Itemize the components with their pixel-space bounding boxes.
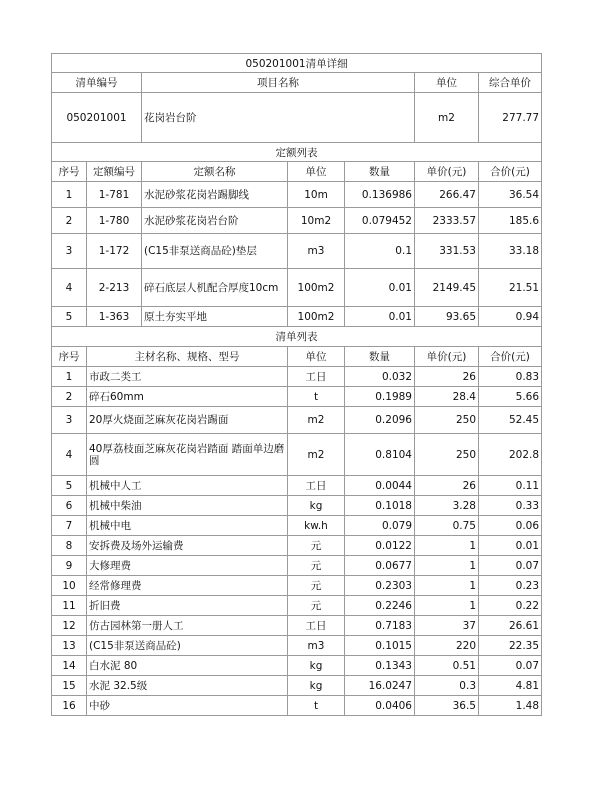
material-name: 20厚火烧面芝麻灰花岗岩踢面 xyxy=(87,407,288,434)
quota-unit-price: 93.65 xyxy=(415,307,479,327)
quota-total: 21.51 xyxy=(479,269,542,307)
quota-section-row xyxy=(52,143,542,162)
quota-qty: 0.079452 xyxy=(345,208,415,234)
materials-header-row xyxy=(52,347,542,367)
material-unit: 元 xyxy=(288,556,345,576)
material-name: 40厚荔枝面芝麻灰花岗岩踏面 踏面单边磨圆 xyxy=(87,434,288,476)
material-name: 市政二类工 xyxy=(87,367,288,387)
material-unit-price: 1 xyxy=(415,576,479,596)
material-index: 8 xyxy=(52,536,87,556)
material-name: 折旧费 xyxy=(87,596,288,616)
material-unit: t xyxy=(288,387,345,407)
material-total: 0.11 xyxy=(479,476,542,496)
material-row xyxy=(52,636,542,656)
quota-unit: 100m2 xyxy=(288,307,345,327)
quota-header-qty: 数量 xyxy=(345,162,415,182)
material-row xyxy=(52,656,542,676)
header-price: 综合单价 xyxy=(479,73,542,93)
material-row xyxy=(52,676,542,696)
quota-row xyxy=(52,182,542,208)
material-name: 碎石60mm xyxy=(87,387,288,407)
quota-code: 1-781 xyxy=(87,182,142,208)
quota-index: 2 xyxy=(52,208,87,234)
material-total: 1.48 xyxy=(479,696,542,716)
material-total: 0.01 xyxy=(479,536,542,556)
item-code: 050201001 xyxy=(52,93,142,143)
material-total: 52.45 xyxy=(479,407,542,434)
quota-name: (C15非泵送商品砼)垫层 xyxy=(142,234,288,269)
material-row xyxy=(52,556,542,576)
quota-header-unit: 单位 xyxy=(288,162,345,182)
material-row xyxy=(52,616,542,636)
material-name: 机械中电 xyxy=(87,516,288,536)
material-unit: 工日 xyxy=(288,476,345,496)
material-qty: 0.0677 xyxy=(345,556,415,576)
quota-unit-price: 2333.57 xyxy=(415,208,479,234)
quota-index: 3 xyxy=(52,234,87,269)
material-index: 2 xyxy=(52,387,87,407)
quota-total: 0.94 xyxy=(479,307,542,327)
material-unit-price: 36.5 xyxy=(415,696,479,716)
material-qty: 0.2246 xyxy=(345,596,415,616)
material-total: 4.81 xyxy=(479,676,542,696)
materials-rows xyxy=(52,367,542,716)
material-index: 5 xyxy=(52,476,87,496)
material-qty: 0.1015 xyxy=(345,636,415,656)
quota-qty: 0.136986 xyxy=(345,182,415,208)
material-total: 0.07 xyxy=(479,656,542,676)
material-total: 0.06 xyxy=(479,516,542,536)
quota-row xyxy=(52,307,542,327)
material-unit: kg xyxy=(288,656,345,676)
material-index: 12 xyxy=(52,616,87,636)
quota-header-unit-price: 单价(元) xyxy=(415,162,479,182)
material-name: 大修理费 xyxy=(87,556,288,576)
material-total: 26.61 xyxy=(479,616,542,636)
item-row xyxy=(52,93,542,143)
material-unit: 元 xyxy=(288,596,345,616)
sheet-title: 050201001清单详细 xyxy=(52,54,542,73)
material-row xyxy=(52,596,542,616)
quota-row xyxy=(52,234,542,269)
quota-code: 1-172 xyxy=(87,234,142,269)
quota-index: 4 xyxy=(52,269,87,307)
quota-unit-price: 266.47 xyxy=(415,182,479,208)
material-unit-price: 28.4 xyxy=(415,387,479,407)
quota-name: 碎石底层人机配合厚度10cm xyxy=(142,269,288,307)
quota-total: 36.54 xyxy=(479,182,542,208)
material-index: 16 xyxy=(52,696,87,716)
material-unit-price: 0.51 xyxy=(415,656,479,676)
material-unit: m2 xyxy=(288,407,345,434)
quota-name: 水泥砂浆花岗岩踢脚线 xyxy=(142,182,288,208)
material-unit-price: 1 xyxy=(415,536,479,556)
material-qty: 0.8104 xyxy=(345,434,415,476)
material-name: 安拆费及场外运输费 xyxy=(87,536,288,556)
material-name: 水泥 32.5级 xyxy=(87,676,288,696)
material-total: 0.07 xyxy=(479,556,542,576)
header-name: 项目名称 xyxy=(142,73,415,93)
item-name: 花岗岩台阶 xyxy=(142,93,415,143)
quota-total: 33.18 xyxy=(479,234,542,269)
material-qty: 0.032 xyxy=(345,367,415,387)
quota-total: 185.6 xyxy=(479,208,542,234)
quota-name: 水泥砂浆花岗岩台阶 xyxy=(142,208,288,234)
material-qty: 0.1018 xyxy=(345,496,415,516)
material-index: 11 xyxy=(52,596,87,616)
title-row xyxy=(52,54,542,73)
quota-row xyxy=(52,208,542,234)
quota-unit: 10m xyxy=(288,182,345,208)
material-unit: m2 xyxy=(288,434,345,476)
quota-code: 2-213 xyxy=(87,269,142,307)
material-unit-price: 250 xyxy=(415,434,479,476)
material-row xyxy=(52,387,542,407)
materials-section-title: 清单列表 xyxy=(52,327,542,347)
material-index: 10 xyxy=(52,576,87,596)
quota-header-total: 合价(元) xyxy=(479,162,542,182)
material-unit-price: 26 xyxy=(415,367,479,387)
material-qty: 0.2096 xyxy=(345,407,415,434)
material-row xyxy=(52,496,542,516)
material-row xyxy=(52,476,542,496)
material-index: 1 xyxy=(52,367,87,387)
material-unit: 工日 xyxy=(288,616,345,636)
quota-header-code: 定额编号 xyxy=(87,162,142,182)
material-total: 202.8 xyxy=(479,434,542,476)
material-index: 7 xyxy=(52,516,87,536)
material-total: 0.23 xyxy=(479,576,542,596)
materials-header-qty: 数量 xyxy=(345,347,415,367)
material-index: 13 xyxy=(52,636,87,656)
quota-unit-price: 2149.45 xyxy=(415,269,479,307)
quota-qty: 0.01 xyxy=(345,269,415,307)
material-name: 仿古园林第一册人工 xyxy=(87,616,288,636)
material-name: 经常修理费 xyxy=(87,576,288,596)
quota-code: 1-363 xyxy=(87,307,142,327)
quota-index: 1 xyxy=(52,182,87,208)
header-code: 清单编号 xyxy=(52,73,142,93)
materials-header-name: 主材名称、规格、型号 xyxy=(87,347,288,367)
material-row xyxy=(52,367,542,387)
quota-header-name: 定额名称 xyxy=(142,162,288,182)
material-name: 中砂 xyxy=(87,696,288,716)
material-name: (C15非泵送商品砼) xyxy=(87,636,288,656)
materials-section-row xyxy=(52,327,542,347)
material-qty: 0.079 xyxy=(345,516,415,536)
material-unit-price: 220 xyxy=(415,636,479,656)
material-qty: 0.0044 xyxy=(345,476,415,496)
bill-detail-table xyxy=(51,53,542,716)
material-unit: kw.h xyxy=(288,516,345,536)
material-unit-price: 0.75 xyxy=(415,516,479,536)
item-header-row xyxy=(52,73,542,93)
quota-row xyxy=(52,269,542,307)
material-unit: 元 xyxy=(288,576,345,596)
material-unit-price: 0.3 xyxy=(415,676,479,696)
material-row xyxy=(52,696,542,716)
quota-unit-price: 331.53 xyxy=(415,234,479,269)
quota-qty: 0.01 xyxy=(345,307,415,327)
material-index: 9 xyxy=(52,556,87,576)
quota-index: 5 xyxy=(52,307,87,327)
quota-unit: m3 xyxy=(288,234,345,269)
material-unit: m3 xyxy=(288,636,345,656)
material-index: 15 xyxy=(52,676,87,696)
material-name: 白水泥 80 xyxy=(87,656,288,676)
item-unit: m2 xyxy=(415,93,479,143)
material-unit: 工日 xyxy=(288,367,345,387)
materials-header-unit-price: 单价(元) xyxy=(415,347,479,367)
material-qty: 0.7183 xyxy=(345,616,415,636)
material-unit-price: 3.28 xyxy=(415,496,479,516)
material-total: 0.33 xyxy=(479,496,542,516)
quota-header-index: 序号 xyxy=(52,162,87,182)
material-qty: 0.2303 xyxy=(345,576,415,596)
header-unit: 单位 xyxy=(415,73,479,93)
quota-name: 原土夯实平地 xyxy=(142,307,288,327)
material-qty: 0.0406 xyxy=(345,696,415,716)
material-unit: kg xyxy=(288,676,345,696)
material-qty: 16.0247 xyxy=(345,676,415,696)
material-row xyxy=(52,516,542,536)
material-row xyxy=(52,407,542,434)
material-row xyxy=(52,536,542,556)
quota-unit: 10m2 xyxy=(288,208,345,234)
quota-code: 1-780 xyxy=(87,208,142,234)
material-index: 6 xyxy=(52,496,87,516)
material-index: 3 xyxy=(52,407,87,434)
material-index: 14 xyxy=(52,656,87,676)
material-row xyxy=(52,576,542,596)
material-unit-price: 1 xyxy=(415,596,479,616)
material-total: 0.22 xyxy=(479,596,542,616)
material-unit: t xyxy=(288,696,345,716)
materials-header-unit: 单位 xyxy=(288,347,345,367)
quota-qty: 0.1 xyxy=(345,234,415,269)
material-name: 机械中柴油 xyxy=(87,496,288,516)
materials-header-total: 合价(元) xyxy=(479,347,542,367)
material-qty: 0.0122 xyxy=(345,536,415,556)
material-qty: 0.1989 xyxy=(345,387,415,407)
material-total: 5.66 xyxy=(479,387,542,407)
quota-header-row xyxy=(52,162,542,182)
material-unit: kg xyxy=(288,496,345,516)
material-qty: 0.1343 xyxy=(345,656,415,676)
material-total: 22.35 xyxy=(479,636,542,656)
quota-unit: 100m2 xyxy=(288,269,345,307)
material-index: 4 xyxy=(52,434,87,476)
material-row xyxy=(52,434,542,476)
quota-rows xyxy=(52,182,542,327)
material-unit-price: 26 xyxy=(415,476,479,496)
materials-header-index: 序号 xyxy=(52,347,87,367)
quota-section-title: 定额列表 xyxy=(52,143,542,162)
material-unit: 元 xyxy=(288,536,345,556)
material-unit-price: 37 xyxy=(415,616,479,636)
material-name: 机械中人工 xyxy=(87,476,288,496)
material-unit-price: 250 xyxy=(415,407,479,434)
material-unit-price: 1 xyxy=(415,556,479,576)
item-price: 277.77 xyxy=(479,93,542,143)
material-total: 0.83 xyxy=(479,367,542,387)
